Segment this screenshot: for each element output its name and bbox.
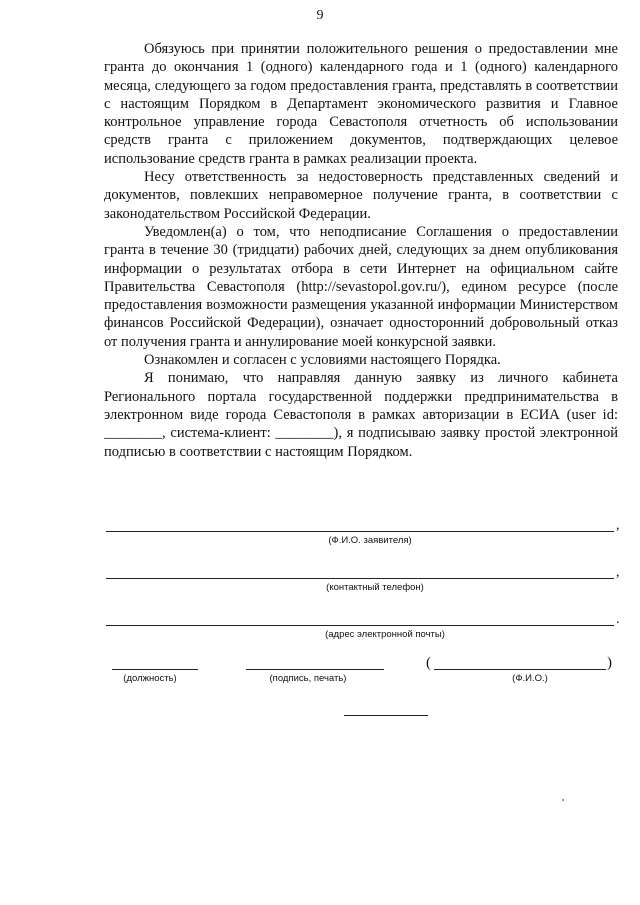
position-caption: (должность) <box>123 673 177 684</box>
position-line[interactable] <box>112 669 198 670</box>
email-caption: (адрес электронной почты) <box>325 629 445 640</box>
applicant-name-line[interactable] <box>106 531 614 532</box>
paragraph-responsibility: Несу ответственность за недостоверность представленных сведений и документов, повлекших неправомерное получение гранта, в соответствии с законодательством Российской Федерации. <box>104 169 618 222</box>
end-of-document-rule <box>344 715 428 716</box>
page-number: 9 <box>316 8 324 23</box>
applicant-name-caption: (Ф.И.О. заявителя) <box>328 535 412 546</box>
signature-caption: (подпись, печать) <box>269 673 347 684</box>
paragraph-acknowledgement: Ознакомлен и согласен с условиями настоящего Порядка. <box>144 352 501 369</box>
paragraph-reporting-obligation: Обязуюсь при принятии положительного решения о предоставлении мне гранта до окончания 1 (одного) календарного года и 1 (одного) календарного месяца, следующего за годом предоставления гранта, представлять в соответствии с настоящим Порядком в Департамент экономического развития и Главное контрольное управление города Севастополя отчетность об использовании средств гранта с приложением документов, подтверждающих целевое использование средств гранта в рамках реализации проекта. <box>104 41 618 167</box>
fio-caption: (Ф.И.О.) <box>512 673 548 684</box>
paragraph-notification: Уведомлен(а) о том, что неподписание Соглашения о предоставлении гранта в течение 30 (тридцати) рабочих дней, следующих за днем опубликования информации о результатах отбора в сети Интернет на официальном сайте Правительства Севастополя (http://sevastopol.gov.ru/), едином ресурсе (после предоставления возможности размещения указанной информации Министерством финансов Российской Федерации), означает односторонний добровольный отказ от получения гранта и аннулирование моей конкурсной заявки. <box>104 223 618 350</box>
email-period: . <box>616 612 620 627</box>
declaration-text <box>104 40 618 461</box>
email-line[interactable] <box>106 625 614 626</box>
phone-line[interactable] <box>106 578 614 579</box>
paragraph-electronic-signature: Я понимаю, что направляя данную заявку из личного кабинета Регионального портала государственной поддержки предпринимательства в электронном виде города Севастополя в рамках авторизации в ЕСИА (user id: ________, система-клиент: ________), я подписываю заявку простой электронной подписью в соответствии с настоящим Порядком. <box>104 370 618 460</box>
signature-line[interactable] <box>246 669 384 670</box>
fio-line[interactable] <box>434 669 606 670</box>
phone-comma: , <box>616 565 620 580</box>
applicant-name-comma: , <box>616 518 620 533</box>
fio-open-paren: ( <box>426 655 431 671</box>
fio-close-paren: ) <box>607 655 612 671</box>
scan-speck <box>562 799 564 801</box>
phone-caption: (контактный телефон) <box>326 582 424 593</box>
